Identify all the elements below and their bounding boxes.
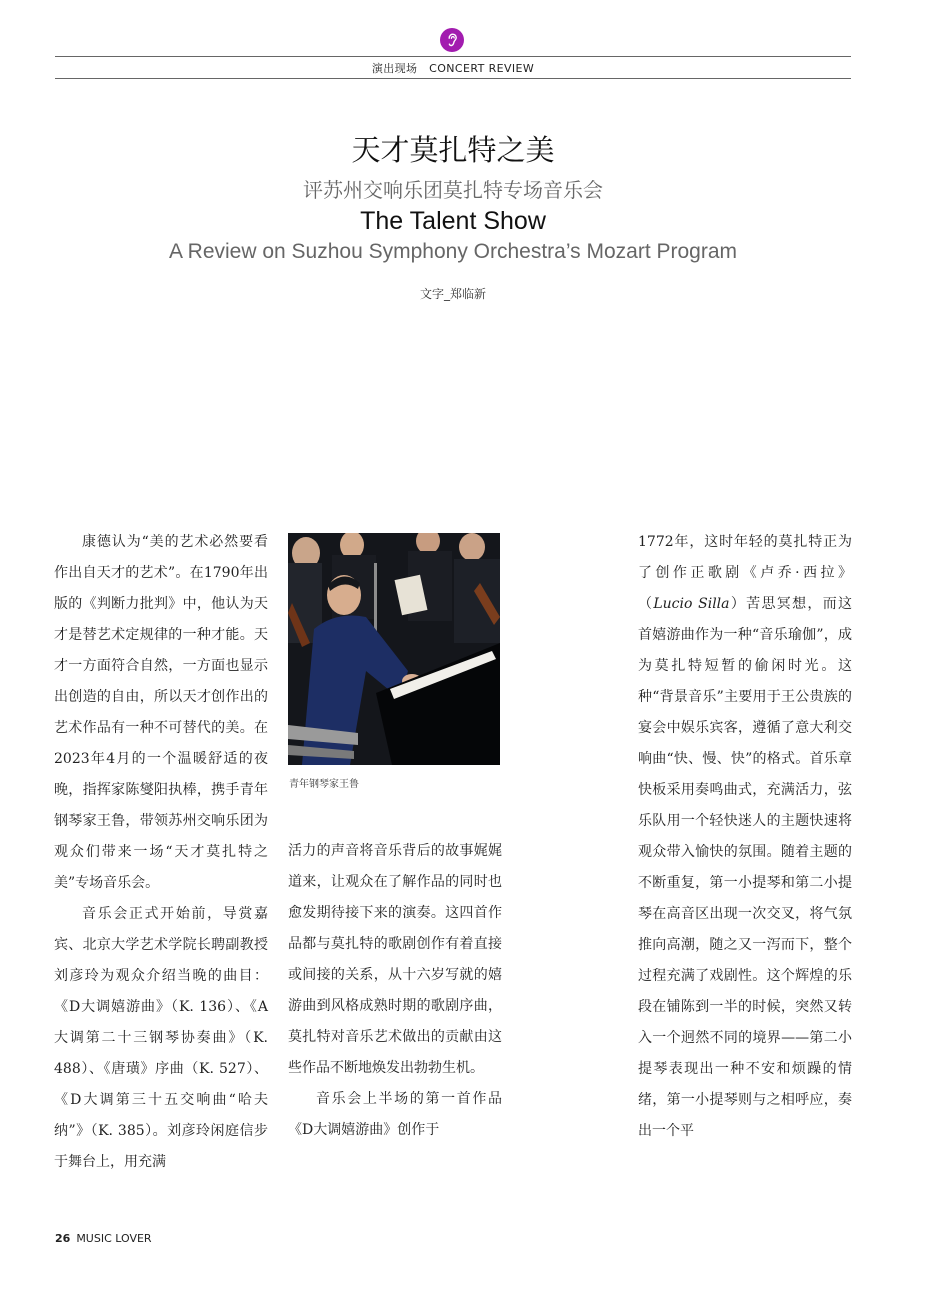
paragraph: 康德认为“美的艺术必然要看作出自天才的艺术”。在1790年出版的《判断力批判》中，他认为天才是替艺术定规律的一种才能。天才一方面符合自然，一方面也显示出创造的自由，所以天才创作出的艺术作品有一种不可替代的美。在2023年4月的一个温暖舒适的夜晚，指挥家陈燮阳执棒，携手青年钢琴家王鲁，带领苏州交响乐团为观众们带来一场“天才莫扎特之美”专场音乐会。 <box>54 534 268 891</box>
italic-title: Lucio Silla <box>653 596 730 612</box>
article-title-zh: 天才莫扎特之美 <box>351 133 555 167</box>
page-number: 26 <box>55 1232 71 1245</box>
article-column-3 <box>638 527 852 1147</box>
paragraph: 音乐会正式开始前，导赏嘉宾、北京大学艺术学院长聘副教授刘彦玲为观众介绍当晚的曲目：《D大调嬉游曲》（K. 136）、《A大调第二十三钢琴协奏曲》（K. 488）、《唐璜》序曲（K. 527）、《D大调第三十五交响曲“哈夫纳”》（K. 385）。刘彦玲闲庭信步于舞台上，用充满 <box>54 906 268 1170</box>
section-label-en: CONCERT REVIEW <box>429 62 535 75</box>
text-run: ）苦思冥想，而这首嬉游曲作为一种“音乐瑜伽”，成为莫扎特短暂的偷闲时光。这种“背景音乐”主要用于王公贵族的宴会中娱乐宾客，遵循了意大利交响曲“快、慢、快”的格式。首乐章快板采用奏鸣曲式，充满活力，弦乐队用一个轻快迷人的主题快速将观众带入愉快的氛围。随着主题的不断重复，第一小提琴和第二小提琴在高音区出现一次交叉，将气氛推向高潮，随之又一泻而下，整个过程充满了戏剧性。这个辉煌的乐段在铺陈到一半的时候，突然又转入一个迥然不同的境界——第二小提琴表现出一种不安和烦躁的情绪，第一小提琴则与之相呼应，奏出一个平 <box>638 596 853 1139</box>
paragraph <box>638 527 852 1147</box>
header-rule-top <box>55 56 851 57</box>
article-subtitle-en: A Review on Suzhou Symphony Orchestra’s Mozart Program <box>168 240 738 263</box>
article-title-en: The Talent Show <box>360 207 546 235</box>
section-label-zh: 演出现场 <box>371 62 418 75</box>
photo-caption: 青年钢琴家王鲁 <box>289 779 359 790</box>
section-label <box>55 60 851 76</box>
page-footer <box>55 1232 152 1245</box>
header-rule-bottom <box>55 78 851 79</box>
paragraph: 活力的声音将音乐背后的故事娓娓道来，让观众在了解作品的同时也愈发期待接下来的演奏。这四首作品都与莫扎特的歌剧创作有着直接或间接的关系，从十六岁写就的嬉游曲到风格成熟时期的歌剧序曲，莫扎特对音乐艺术做出的贡献由这些作品不断地焕发出勃勃生机。 <box>288 843 502 1076</box>
article-column-1 <box>54 527 268 1178</box>
article-column-2 <box>288 836 502 1146</box>
ear-icon <box>440 28 464 52</box>
text-run: 1772年，这时年轻的莫扎特正为了创作正歌剧《卢乔·西拉》（ <box>638 534 852 612</box>
magazine-name: MUSIC LOVER <box>76 1232 152 1245</box>
pianist-photo <box>288 533 500 765</box>
byline: 文字_郑临新 <box>419 287 486 301</box>
article-subtitle-zh: 评苏州交响乐团莫扎特专场音乐会 <box>303 178 603 202</box>
paragraph: 音乐会上半场的第一首作品《D大调嬉游曲》创作于 <box>288 1091 502 1138</box>
